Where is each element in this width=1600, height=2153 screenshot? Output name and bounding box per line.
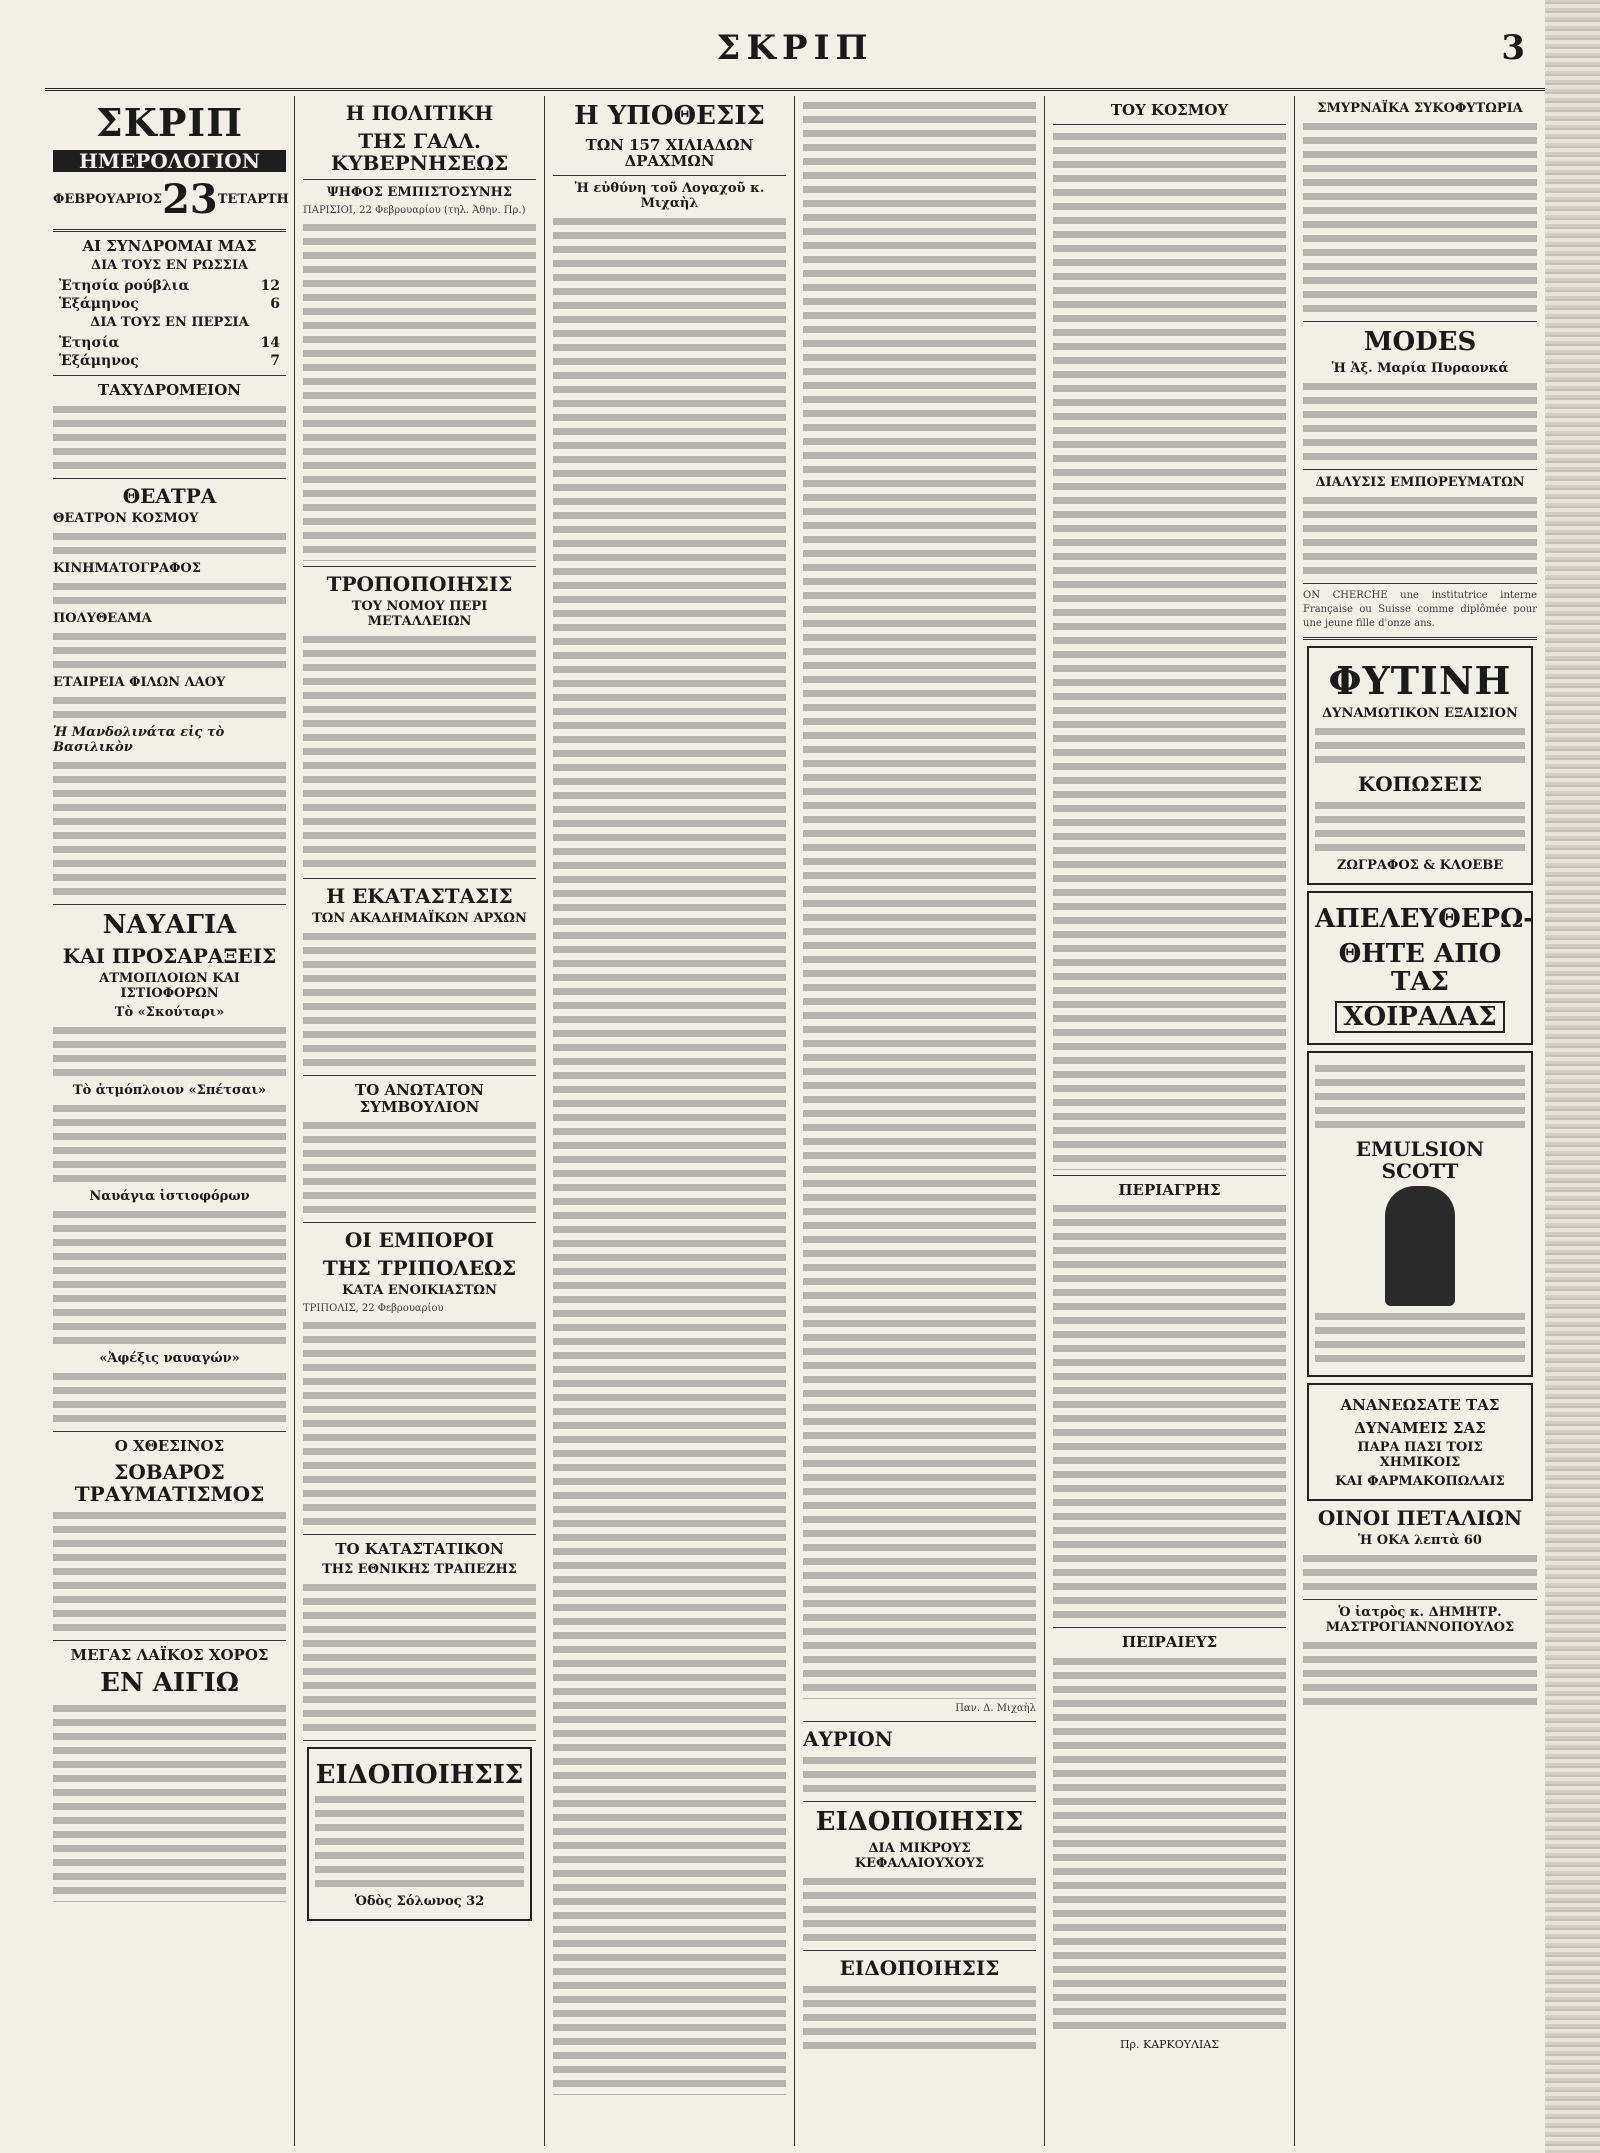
columns — [45, 96, 1545, 2146]
tomorrow-heading: ΑΥΡΙΟΝ — [803, 1727, 893, 1751]
merchants-heading-2: ΤΗΣ ΤΡΙΠΟΛΕΩΣ — [322, 1256, 517, 1280]
injury-heading-1: Ο ΧΘΕΣΙΝΟΣ — [114, 1437, 225, 1456]
calendar-title: ΣΚΡΙΠ — [95, 100, 244, 145]
doctor-ad: Ὁ ἰατρὸς κ. ΔΗΜΗΤΡ. ΜΑΣΤΡΟΓΙΑΝΝΟΠΟΥΛΟΣ — [1325, 1605, 1515, 1636]
signoff: Πρ. ΚΑΡΚΟΥΛΙΑΣ — [1119, 2037, 1220, 2051]
wreck-text — [53, 1024, 286, 1080]
calendar-day: 23 — [162, 175, 218, 223]
council-heading: ΤΟ ΑΝΩΤΑΤΟΝ ΣΥΜΒΟΥΛΙΟΝ — [355, 1081, 484, 1116]
world-heading: ΤΟΥ ΚΟΣΜΟΥ — [1110, 101, 1229, 119]
wreck-item: Τὸ ἀτμόπλοιον «Σπέτσαι» — [72, 1083, 267, 1099]
mandolin-heading: Ἡ Μανδολινάτα εἰς τὸ Βασιλικὸν — [53, 724, 225, 755]
piraeus-text — [1053, 1655, 1286, 2035]
emulsion-text — [1315, 1062, 1525, 1132]
theatre-item: ΘΕΑΤΡΟΝ ΚΟΣΜΟΥ — [53, 510, 199, 526]
calendar-weekday: ΤΕΤΑΡΤΗ — [217, 191, 289, 207]
french-ad: ON CHERCHE une institutrice interne Française ou Suisse comme diplômée pour une jeune fille d'onze ans. — [1303, 590, 1537, 630]
amendment-heading-2: ΤΟΥ ΝΟΜΟΥ ΠΕΡΙ ΜΕΤΑΛΛΕΙΩΝ — [351, 599, 488, 629]
wreck-text — [53, 1102, 286, 1186]
case-subheading: Ἡ εὐθύνη τοῦ Λογαχοῦ κ. Μιχαὴλ — [574, 180, 765, 211]
notice-text — [315, 1793, 524, 1891]
calendar-subtitle: ΗΜΕΡΟΛΟΓΙΟΝ — [53, 150, 286, 172]
phytin-ad — [1307, 646, 1533, 885]
case-heading-2: ΤΩΝ 157 ΧΙΛΙΑΔΩΝ ΔΡΑΧΜΩΝ — [585, 135, 754, 171]
column-4 — [795, 96, 1045, 2146]
small-capital-notice-heading: ΕΙΔΟΠΟΙΗΣΙΣ — [815, 1807, 1024, 1837]
wreck-text — [53, 1208, 286, 1348]
theatre-item: ΕΤΑΙΡΕΙΑ ΦΙΛΩΝ ΛΑΟΥ — [53, 674, 226, 690]
amendment-heading-1: ΤΡΟΠΟΠΟΙΗΣΙΣ — [326, 572, 513, 596]
liquidation-heading: ΔΙΑΛΥΣΙΣ ΕΜΠΟΡΕΥΜΑΤΩΝ — [1315, 474, 1525, 490]
wreck-item: «Ἀφέξις ναυαγών» — [99, 1351, 240, 1367]
merchants-text — [303, 1319, 536, 1529]
small-capital-notice-subheading: ΔΙΑ ΜΙΚΡΟΥΣ ΚΕΦΑΛΑΙΟΥΧΟΥΣ — [854, 1840, 985, 1871]
case-continued-text — [803, 99, 1036, 1699]
theatre-text — [53, 694, 286, 722]
column-2 — [295, 96, 545, 2146]
wreck-text — [53, 1370, 286, 1426]
shipwrecks-subheading-2: ΑΤΜΟΠΛΟΙΩΝ ΚΑΙ ΙΣΤΙΟΦΟΡΩΝ — [99, 971, 240, 1002]
liquidation-text — [1303, 494, 1537, 578]
subscription-row: Ἑξάμηνος 7 — [59, 353, 280, 370]
politics-subheading: ΨΗΦΟΣ ΕΜΠΙΣΤΟΣΥΝΗΣ — [326, 185, 513, 200]
periagris-text — [1053, 1202, 1286, 1622]
tomorrow-text — [803, 1754, 1036, 1796]
phytin-heading: ΦΥΤΙΝΗ — [1328, 658, 1512, 704]
mandolin-text — [53, 759, 286, 899]
periagris-heading: ΠΕΡΙΑΓΡΗΣ — [1118, 1180, 1221, 1199]
piraeus-heading: ΠΕΙΡΑΙΕΥΣ — [1121, 1633, 1218, 1651]
shipwrecks-heading: ΝΑΥΑΓΙΑ — [102, 909, 237, 940]
calendar-month: ΦΕΒΡΟΥΑΡΙΟΣ — [53, 191, 163, 207]
post-office-text — [53, 403, 286, 473]
subscriptions-persia: ΔΙΑ ΤΟΥΣ ΕΝ ΠΕΡΣΙΑ — [90, 315, 249, 331]
page-number: 3 — [1501, 28, 1525, 68]
academic-heading-1: Η ΕΚΑΤΑΣΤΑΣΙΣ — [326, 884, 513, 908]
masthead-title: ΣΚΡΙΠ — [716, 28, 874, 68]
choirades-heading-3: ΧΟΙΡΑΔΑΣ — [1335, 1001, 1505, 1034]
merchants-dateline: ΤΡΙΠΟΛΙΣ, 22 Φεβρουαρίου — [303, 1303, 444, 1314]
wine-price: Ἡ ΟΚΑ λεπτὰ 60 — [1358, 1533, 1482, 1549]
ball-heading-2: ΕΝ ΑΙΓΙΩ — [100, 1668, 239, 1699]
doctor-text — [1303, 1639, 1537, 1709]
column-3 — [545, 96, 795, 2146]
post-office-heading: ΤΑΧΥΔΡΟΜΕΙΟΝ — [98, 381, 241, 400]
bank-heading-2: ΤΗΣ ΕΘΝΙΚΗΣ ΤΡΑΠΕΖΗΣ — [322, 1561, 517, 1577]
pharmacy-line-1: ΠΑΡΑ ΠΑΣΙ ΤΟΙΣ ΧΗΜΙΚΟΙΣ — [1357, 1440, 1483, 1471]
modes-text — [1303, 380, 1537, 464]
subscription-row: Ἐτησία 14 — [59, 335, 280, 352]
choirades-heading-2: ΘΗΤΕ ΑΠΟ ΤΑΣ — [1338, 938, 1502, 998]
politics-text — [303, 221, 536, 561]
modes-address: Ἡ Ἀξ. Μαρία Πυραονκά — [1331, 360, 1509, 376]
subscription-row: Ἐτησία ρούβλια 12 — [59, 278, 280, 295]
wreck-item: Ναυάγια ἱστιοφόρων — [89, 1189, 250, 1205]
subscriptions-russia: ΔΙΑ ΤΟΥΣ ΕΝ ΡΩΣΣΙΑ — [91, 258, 248, 274]
phytin-subheading: ΔΥΝΑΜΩΤΙΚΟΝ ΕΞΑΙΣΙΟΝ — [1322, 705, 1518, 721]
page-margin-strip — [1545, 0, 1600, 2153]
notice-address: Ὁδὸς Σόλωνος 32 — [354, 1894, 485, 1910]
emulsion-text-2 — [1315, 1310, 1525, 1366]
wreck-item: Τὸ «Σκούταρι» — [114, 1005, 225, 1021]
notices-heading: ΕΙΔΟΠΟΙΗΣΙΣ — [839, 1955, 1000, 1980]
notice-heading: ΕΙΔΟΠΟΙΗΣΙΣ — [315, 1759, 524, 1790]
politics-dateline: ΠΑΡΙΣΙΟΙ, 22 Φεβρουαρίου (τηλ. Ἀθην. Πρ.) — [303, 205, 526, 216]
column-1 — [45, 96, 295, 2146]
emulsion-ad — [1307, 1051, 1533, 1377]
merchants-heading-1: ΟΙ ΕΜΠΟΡΟΙ — [344, 1228, 495, 1252]
smyrna-heading: ΣΜΥΡΝΑΪΚΑ ΣΥΚΟΦΥΤΩΡΙΑ — [1317, 101, 1523, 116]
renew-heading-2: ΔΥΝΑΜΕΙΣ ΣΑΣ — [1354, 1418, 1486, 1437]
kopoeis-firm: ΖΩΓΡΑΦΟΣ & ΚΛΟΕΒΕ — [1336, 857, 1504, 873]
phytin-text — [1315, 725, 1525, 767]
small-capital-notice-text — [803, 1875, 1036, 1945]
shipwrecks-subheading: ΚΑΙ ΠΡΟΣΑΡΑΞΕΙΣ — [62, 944, 277, 969]
case-heading-1: Η ΥΠΟΘΕΣΙΣ — [574, 101, 765, 131]
modes-heading: MODES — [1363, 327, 1477, 358]
ball-text — [53, 1702, 286, 1902]
renew-heading-1: ΑΝΑΝΕΩΣΑΤΕ ΤΑΣ — [1340, 1396, 1500, 1415]
notices-text — [803, 1983, 1036, 2053]
politics-heading-1: Η ΠΟΛΙΤΙΚΗ — [345, 101, 494, 125]
academic-text — [303, 930, 536, 1070]
notice-box — [307, 1747, 532, 1922]
smyrna-text — [1303, 120, 1537, 316]
amendment-text — [303, 633, 536, 873]
column-6 — [1295, 96, 1545, 2146]
council-text — [303, 1119, 536, 1217]
wine-text — [1303, 1552, 1537, 1594]
choirades-heading-1: ΑΠΕΛΕΥΘΕΡΩ- — [1315, 903, 1535, 934]
subscriptions-heading: ΑΙ ΣΥΝΔΡΟΜΑΙ ΜΑΣ — [82, 236, 257, 255]
world-text — [1053, 130, 1286, 1170]
case-text — [553, 215, 786, 2095]
theatre-text — [53, 630, 286, 672]
theatre-text — [53, 530, 286, 558]
theatre-item: ΠΟΛΥΘΕΑΜΑ — [53, 610, 152, 626]
column-5 — [1045, 96, 1295, 2146]
bank-heading-1: ΤΟ ΚΑΤΑΣΤΑΤΙΚΟΝ — [335, 1540, 504, 1558]
pharmacy-line-2: ΚΑΙ ΦΑΡΜΑΚΟΠΩΛΑΙΣ — [1335, 1474, 1505, 1490]
bank-text — [303, 1581, 536, 1735]
injury-heading-2: ΣΟΒΑΡΟΣ ΤΡΑΥΜΑΤΙΣΜΟΣ — [74, 1459, 265, 1506]
merchants-heading-3: ΚΑΤΑ ΕΝΟΙΚΙΑΣΤΩΝ — [342, 1283, 497, 1298]
renew-ad — [1307, 1383, 1533, 1501]
theatres-heading: ΘΕΑΤΡΑ — [122, 483, 217, 508]
masthead — [45, 18, 1545, 91]
academic-heading-2: ΤΩΝ ΑΚΑΔΗΜΑΪΚΩΝ ΑΡΧΩΝ — [312, 911, 527, 926]
subscription-row: Ἑξάμηνος 6 — [59, 296, 280, 313]
ball-heading-1: ΜΕΓΑΣ ΛΑΪΚΟΣ ΧΟΡΟΣ — [70, 1645, 269, 1664]
choirades-ad — [1307, 891, 1533, 1045]
fisherman-illustration — [1385, 1186, 1455, 1306]
case-signature: Παν. Δ. Μιχαὴλ — [955, 1703, 1036, 1714]
kopoeis-heading: ΚΟΠΩΣΕΙΣ — [1357, 771, 1483, 796]
kopoeis-text — [1315, 799, 1525, 855]
wine-heading: ΟΙΝΟΙ ΠΕΤΑΛΙΩΝ — [1317, 1506, 1523, 1531]
injury-text — [53, 1509, 286, 1635]
politics-heading-2: ΤΗΣ ΓΑΛΛ. ΚΥΒΕΡΝΗΣΕΩΣ — [330, 129, 509, 175]
emulsion-heading: EMULSION SCOTT — [1355, 1137, 1485, 1184]
newspaper-page — [45, 18, 1545, 2138]
calendar-date — [53, 175, 289, 223]
theatre-text — [53, 580, 286, 608]
theatre-item: ΚΙΝΗΜΑΤΟΓΡΑΦΟΣ — [53, 560, 201, 576]
